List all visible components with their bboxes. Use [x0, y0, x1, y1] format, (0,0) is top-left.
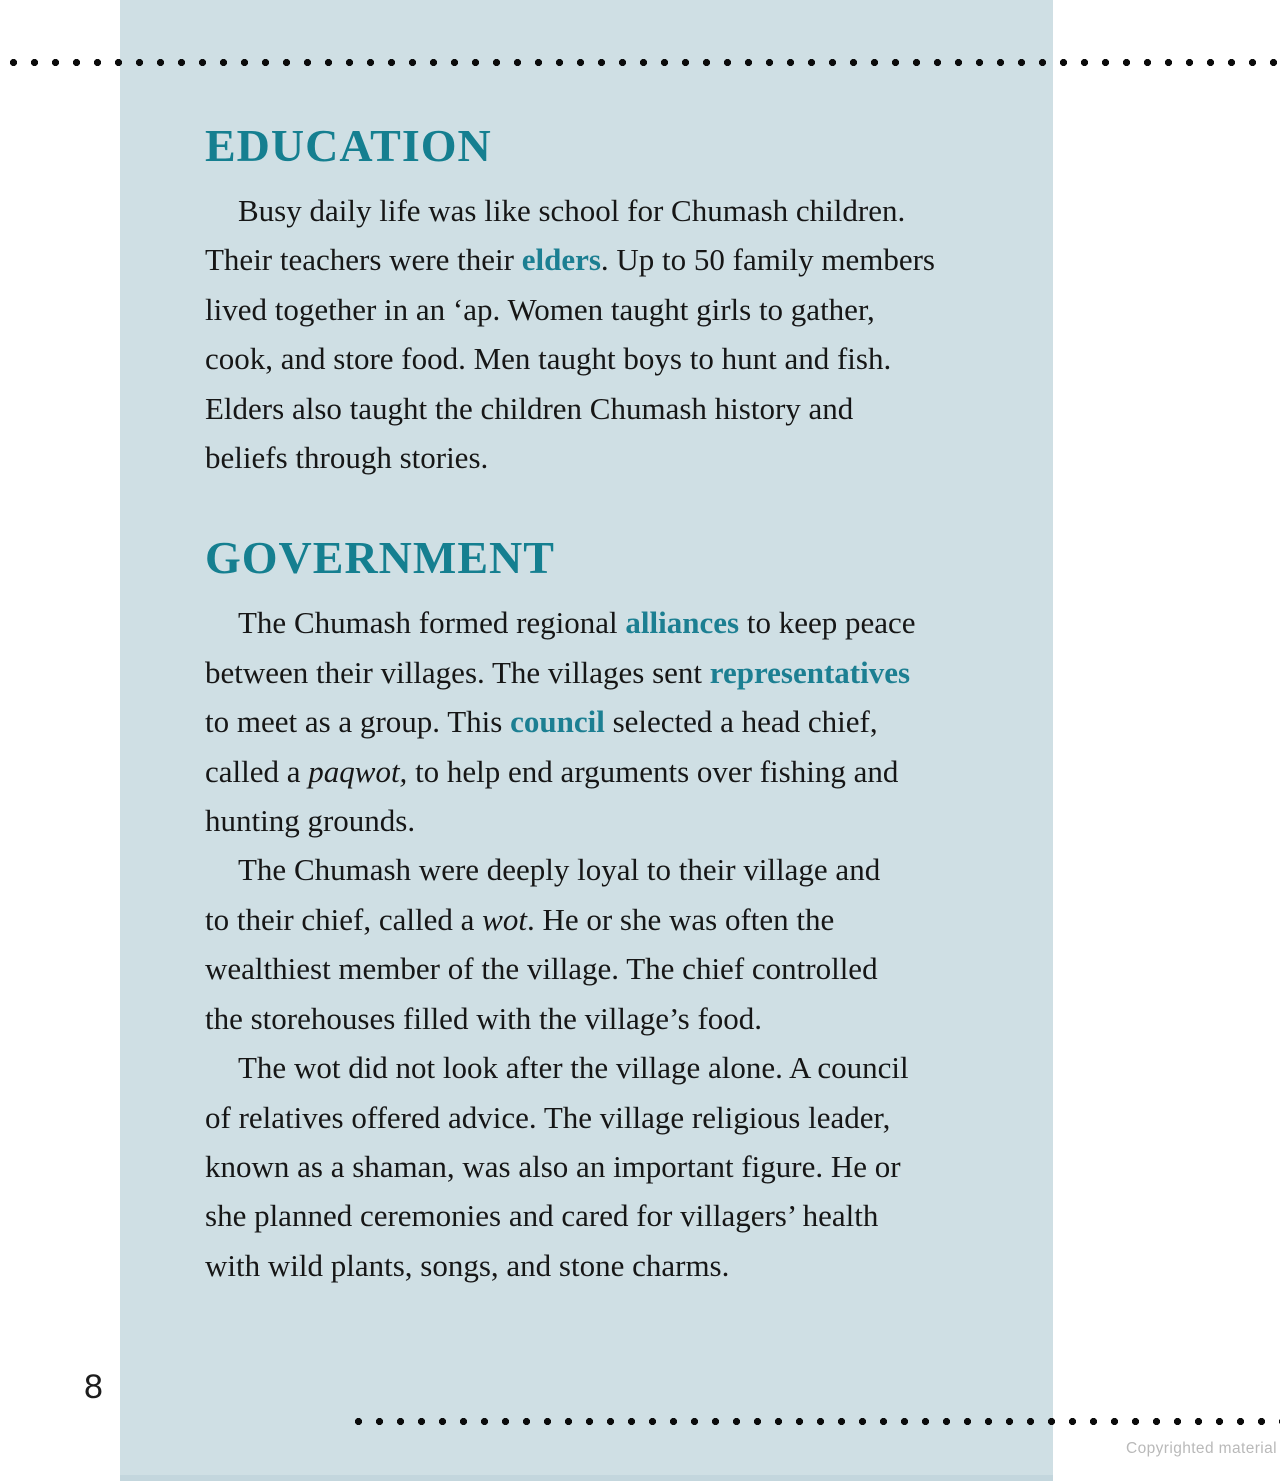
section-heading: EDUCATION [205, 120, 492, 171]
text-line [205, 994, 1005, 1043]
text-line [205, 334, 1005, 383]
text-line [205, 1191, 1005, 1240]
text-line [205, 845, 1005, 894]
text-run: hunting grounds. [205, 803, 416, 839]
text-line [205, 1241, 1005, 1290]
text-line [205, 384, 1005, 433]
italic-term: paqwot, [308, 753, 408, 789]
text-run: . Up to 50 family members [600, 242, 935, 278]
text-line [205, 186, 1005, 235]
text-run: between their villages. The villages sent [205, 654, 710, 690]
text-run: lived together in an ‘ap. Women taught girls to gather, [205, 291, 875, 327]
glossary-term: elders [521, 242, 601, 278]
top-dotted-divider [0, 58, 1280, 67]
text-line [205, 1043, 1005, 1092]
text-line [205, 598, 1005, 647]
text-run: with wild plants, songs, and stone charms. [205, 1247, 730, 1283]
glossary-term: alliances [625, 605, 740, 641]
text-run: Their teachers were their [205, 242, 522, 278]
text-line [205, 747, 1005, 796]
text-line [205, 285, 1005, 334]
text-line [205, 1093, 1005, 1142]
text-run: to meet as a group. This [205, 704, 511, 740]
text-run: known as a shaman, was also an important figure. He or [205, 1148, 901, 1184]
copyright-notice: Copyrighted material [1126, 1440, 1278, 1457]
bottom-dotted-divider [345, 1417, 1280, 1426]
text-run: wealthiest member of the village. The chief controlled [205, 951, 878, 987]
text-run: to keep peace [739, 605, 916, 641]
section-heading: GOVERNMENT [205, 532, 555, 584]
text-line [205, 895, 1005, 944]
text-line [205, 235, 1005, 284]
text-run: Busy daily life was like school for Chumash children. [238, 193, 906, 228]
text-run: Elders also taught the children Chumash history and [205, 390, 854, 426]
text-run: the storehouses filled with the village’s food. [205, 1000, 763, 1036]
italic-term: wot [482, 901, 527, 937]
text-run: she planned ceremonies and cared for villagers’ health [205, 1198, 879, 1234]
text-run: selected a head chief, [604, 704, 878, 740]
text-line [205, 648, 1005, 697]
paragraph [205, 1043, 1005, 1290]
text-line [205, 433, 1005, 482]
text-run: cook, and store food. Men taught boys to hunt and fish. [205, 341, 892, 377]
content-column [205, 120, 1005, 1290]
text-run: to help end arguments over fishing and [407, 753, 899, 789]
glossary-term: representatives [709, 654, 911, 690]
glossary-term: council [510, 704, 605, 740]
paragraph [205, 845, 1005, 1043]
text-run: The wot did not look after the village alone. A council [238, 1050, 909, 1086]
text-run: The Chumash were deeply loyal to their village and [238, 852, 881, 888]
text-run: . He or she was often the [526, 901, 835, 937]
text-run: of relatives offered advice. The village religious leader, [205, 1099, 891, 1135]
text-run: The Chumash formed regional [238, 605, 626, 641]
text-run: to their chief, called a [205, 901, 483, 937]
paragraph [205, 598, 1005, 845]
paragraph [205, 186, 1005, 482]
text-run: called a [205, 753, 309, 789]
text-run: beliefs through stories. [205, 440, 489, 476]
page-bottom-edge [120, 1475, 1053, 1481]
text-line [205, 697, 1005, 746]
text-line [205, 944, 1005, 993]
text-line [205, 1142, 1005, 1191]
text-line [205, 796, 1005, 845]
page-number: 8 [84, 1368, 103, 1406]
